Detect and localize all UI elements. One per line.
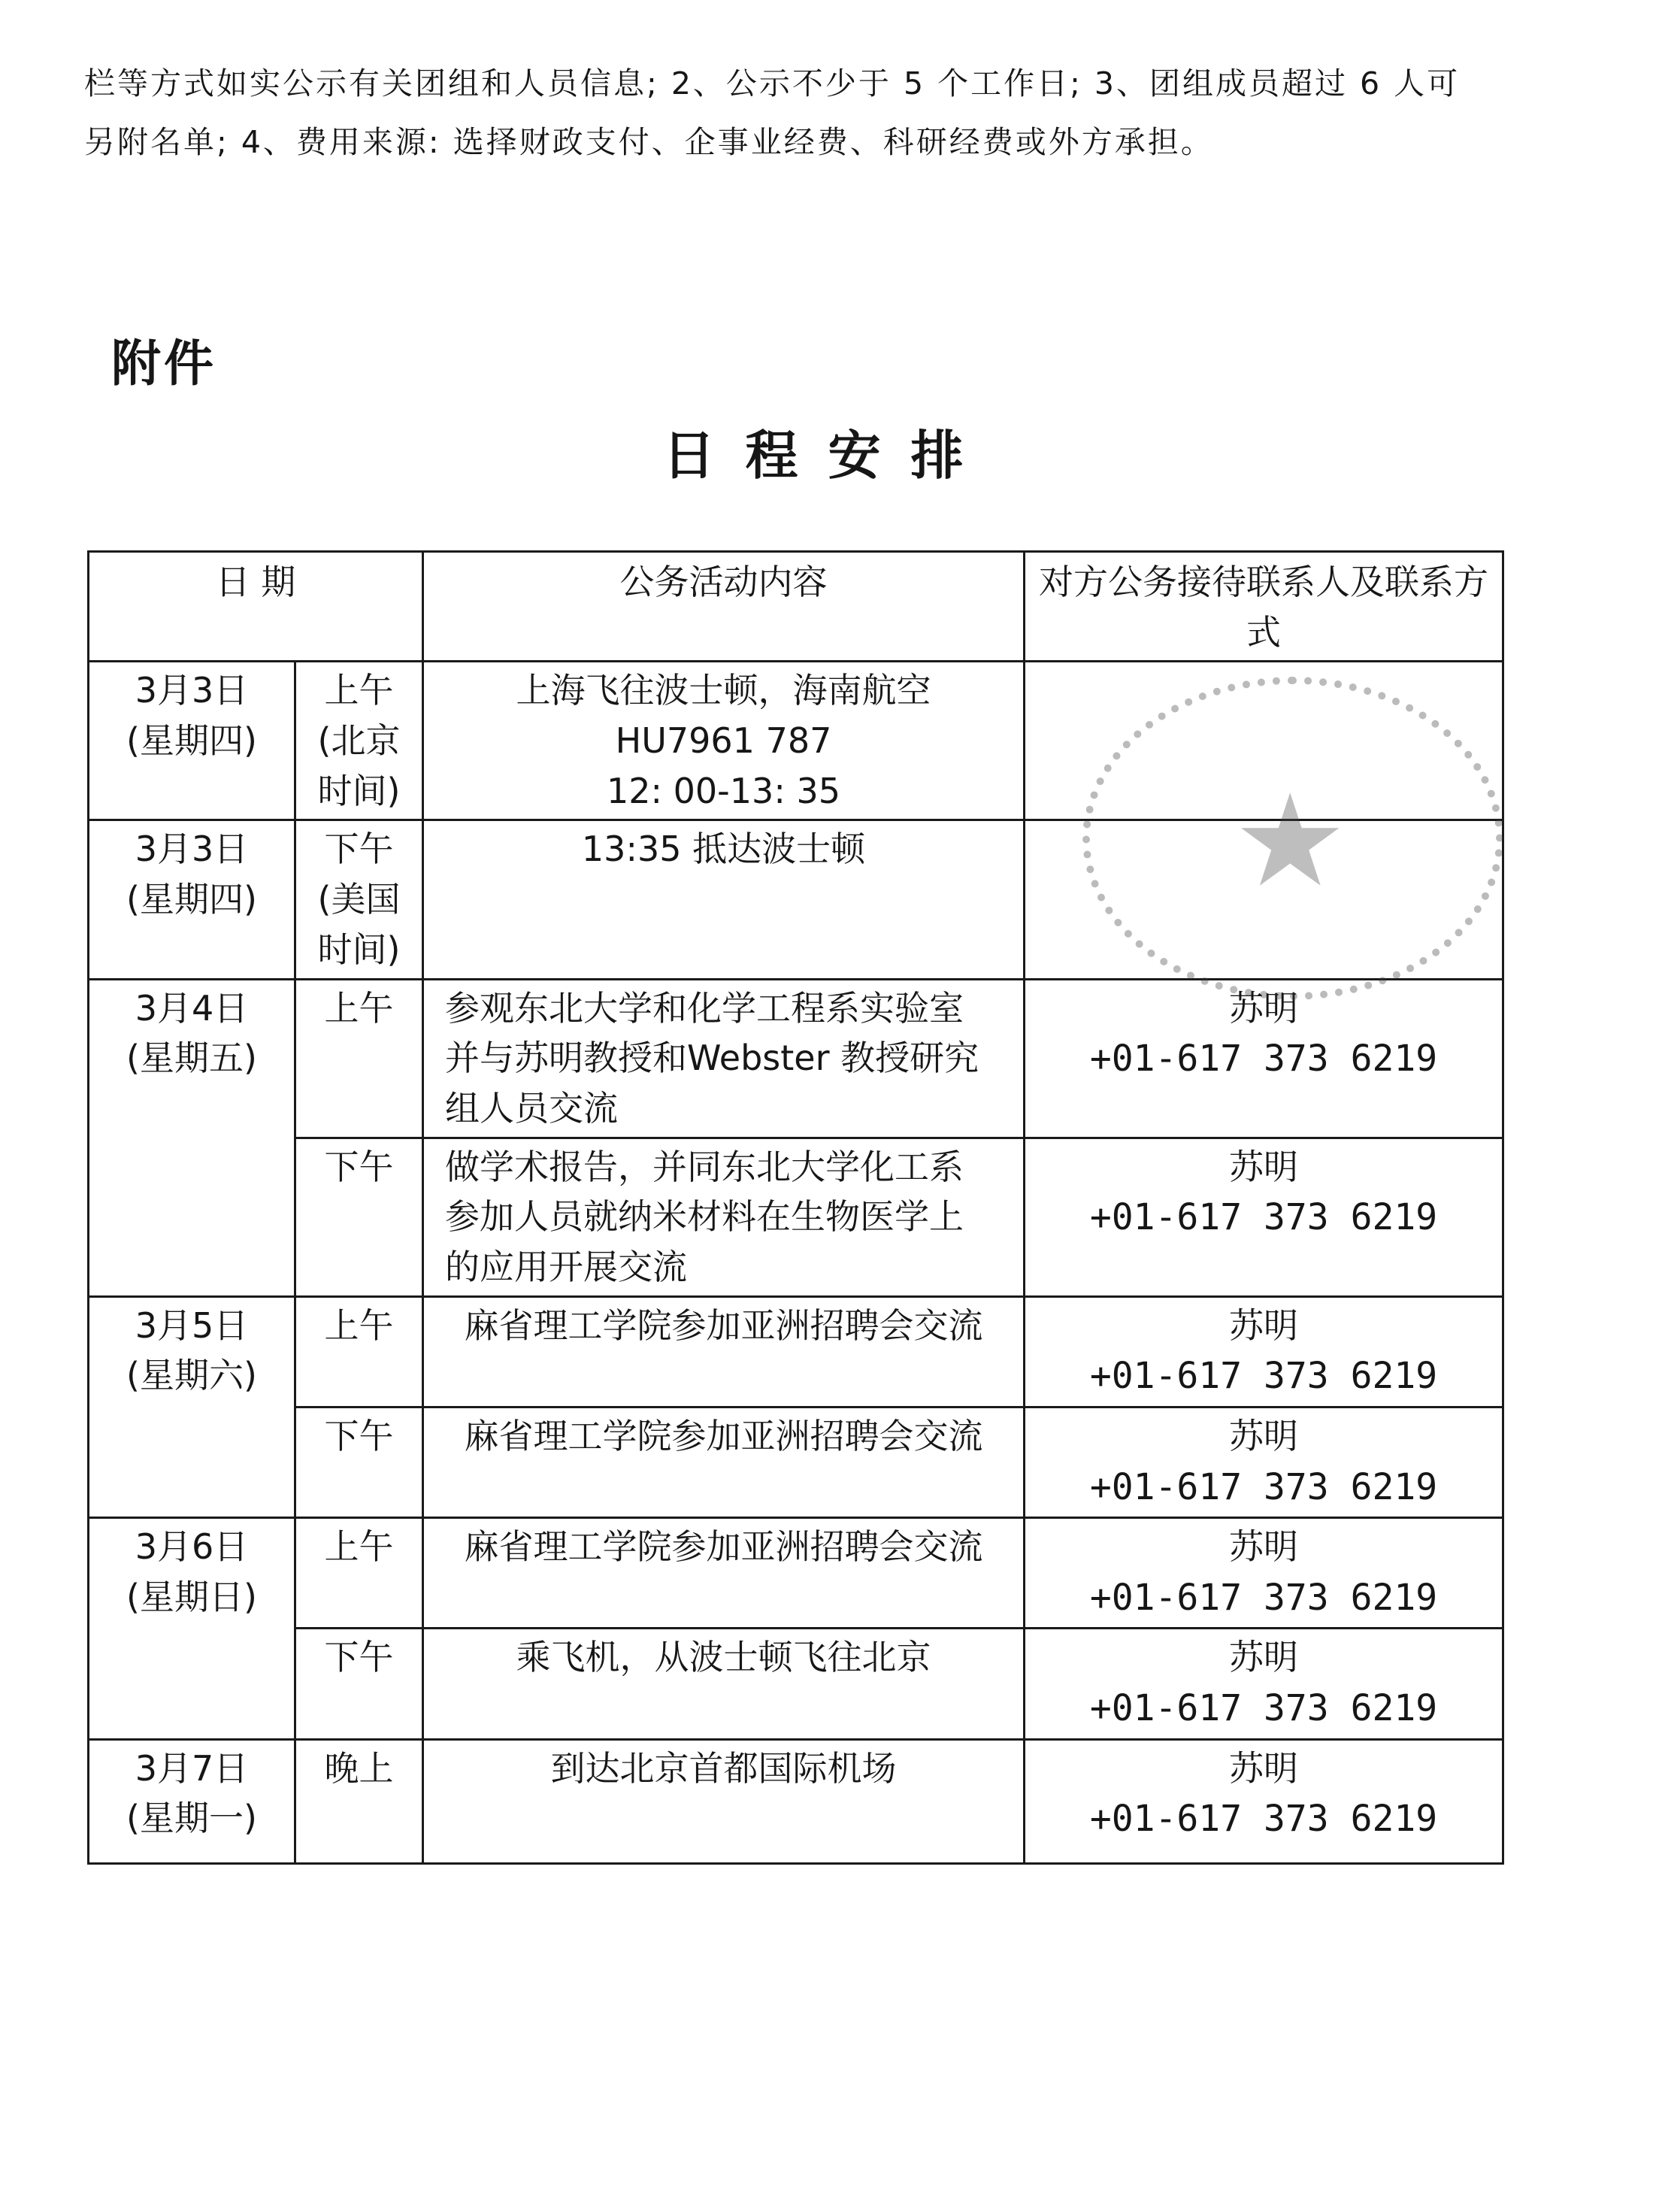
table-header-row [89,552,1503,662]
contact-name: 苏明 [1229,1146,1298,1187]
contact-cell [1025,1407,1503,1517]
activity-line: 做学术报告，并同东北大学化工系 [445,1146,964,1187]
activity-line: 麻省理工学院参加亚洲招聘会交流 [464,1304,983,1346]
table-row [89,1739,1503,1863]
intro-line-2: 另附名单; 4、费用来源: 选择财政支付、企事业经费、科研经费或外方承担。 [84,124,1214,160]
date-text: 3月7日 [135,1747,249,1789]
contact-cell [1025,1629,1503,1739]
date-text: 3月6日 [135,1526,249,1568]
activity-line: 12: 00-13: 35 [607,770,840,811]
activity-line: 麻省理工学院参加亚洲招聘会交流 [464,1415,983,1456]
contact-phone: +01-617 373 6219 [1089,1687,1438,1730]
contact-name: 苏明 [1229,1526,1298,1568]
date-cell [89,662,295,820]
activity-line: 到达北京首都国际机场 [550,1747,897,1789]
contact-cell [1025,820,1503,979]
activity-cell [423,1407,1025,1517]
schedule-table [87,550,1504,1865]
weekday-text: (星期日) [126,1576,257,1617]
weekday-text: (星期六) [126,1355,257,1396]
period-cell: 下午 [295,1629,423,1739]
activity-line: 组人员交流 [445,1087,618,1129]
intro-line-1: 栏等方式如实公示有关团组和人员信息; 2、公示不少于 5 个工作日; 3、团组成员超过 6 人可 [84,65,1461,102]
activity-cell [423,820,1025,979]
contact-cell [1025,1138,1503,1296]
date-cell [89,979,295,1296]
header-contact: 对方公务接待联系人及联系方式 [1025,552,1503,662]
contact-phone: +01-617 373 6219 [1089,1465,1438,1508]
period-cell: 下午 [295,1138,423,1296]
period-cell: 下午 [295,1407,423,1517]
contact-name: 苏明 [1229,1415,1298,1456]
date-cell [89,1518,295,1740]
activity-line: 麻省理工学院参加亚洲招聘会交流 [464,1526,983,1568]
table-row [89,820,1503,979]
period-cell: 上午 [295,1296,423,1407]
contact-name: 苏明 [1229,1747,1298,1789]
weekday-text: (星期四) [126,879,257,920]
intro-text [84,54,1633,171]
activity-line: HU7961 787 [615,720,832,762]
contact-cell [1025,662,1503,820]
activity-line: 参观东北大学和化学工程系实验室 [445,987,964,1029]
date-text: 3月4日 [135,987,249,1029]
date-text: 3月3日 [135,670,249,711]
activity-cell [423,979,1025,1138]
contact-phone: +01-617 373 6219 [1089,1355,1438,1398]
activity-line: 乘飞机，从波士顿飞往北京 [516,1637,931,1678]
period-cell: 下午(美国时间) [295,820,423,979]
contact-cell [1025,1518,1503,1629]
table-row [89,1296,1503,1407]
activity-cell [423,1296,1025,1407]
seal-star-icon: ★ [1233,767,1348,916]
contact-cell [1025,1739,1503,1863]
page-title: 日程安排 [662,425,994,486]
weekday-text: (星期四) [126,720,257,762]
activity-line: 并与苏明教授和Webster 教授研究 [445,1038,979,1079]
period-cell: 上午(北京时间) [295,662,423,820]
date-cell [89,820,295,979]
contact-phone: +01-617 373 6219 [1089,1038,1438,1080]
date-text: 3月3日 [135,829,249,870]
appendix-label: 附件 [111,335,216,392]
period-cell: 上午 [295,979,423,1138]
weekday-text: (星期五) [126,1038,257,1079]
period-cell: 晚上 [295,1739,423,1863]
contact-cell [1025,979,1503,1138]
header-date: 日 期 [89,552,423,662]
schedule-body [89,662,1503,1863]
date-text: 3月5日 [135,1304,249,1346]
table-row [89,662,1503,820]
table-row [89,1138,1503,1296]
activity-cell [423,662,1025,820]
activity-cell [423,1518,1025,1629]
contact-phone: +01-617 373 6219 [1089,1798,1438,1841]
period-cell: 上午 [295,1518,423,1629]
activity-cell [423,1138,1025,1296]
table-row [89,1518,1503,1629]
weekday-text: (星期一) [126,1798,257,1839]
activity-line: 上海飞往波士顿，海南航空 [516,670,931,711]
activity-cell [423,1739,1025,1863]
table-row [89,1629,1503,1739]
contact-name: 苏明 [1229,1304,1298,1346]
table-row [89,979,1503,1138]
activity-line: 的应用开展交流 [445,1246,687,1287]
contact-phone: +01-617 373 6219 [1089,1576,1438,1619]
contact-name: 苏明 [1229,987,1298,1029]
activity-cell [423,1629,1025,1739]
contact-cell [1025,1296,1503,1407]
contact-name: 苏明 [1229,1637,1298,1678]
contact-phone: +01-617 373 6219 [1089,1196,1438,1239]
date-cell [89,1739,295,1863]
header-activity: 公务活动内容 [423,552,1025,662]
activity-line: 参加人员就纳米材料在生物医学上 [445,1196,964,1238]
activity-line: 13:35 抵达波士顿 [581,829,866,870]
table-row [89,1407,1503,1517]
date-cell [89,1296,295,1518]
